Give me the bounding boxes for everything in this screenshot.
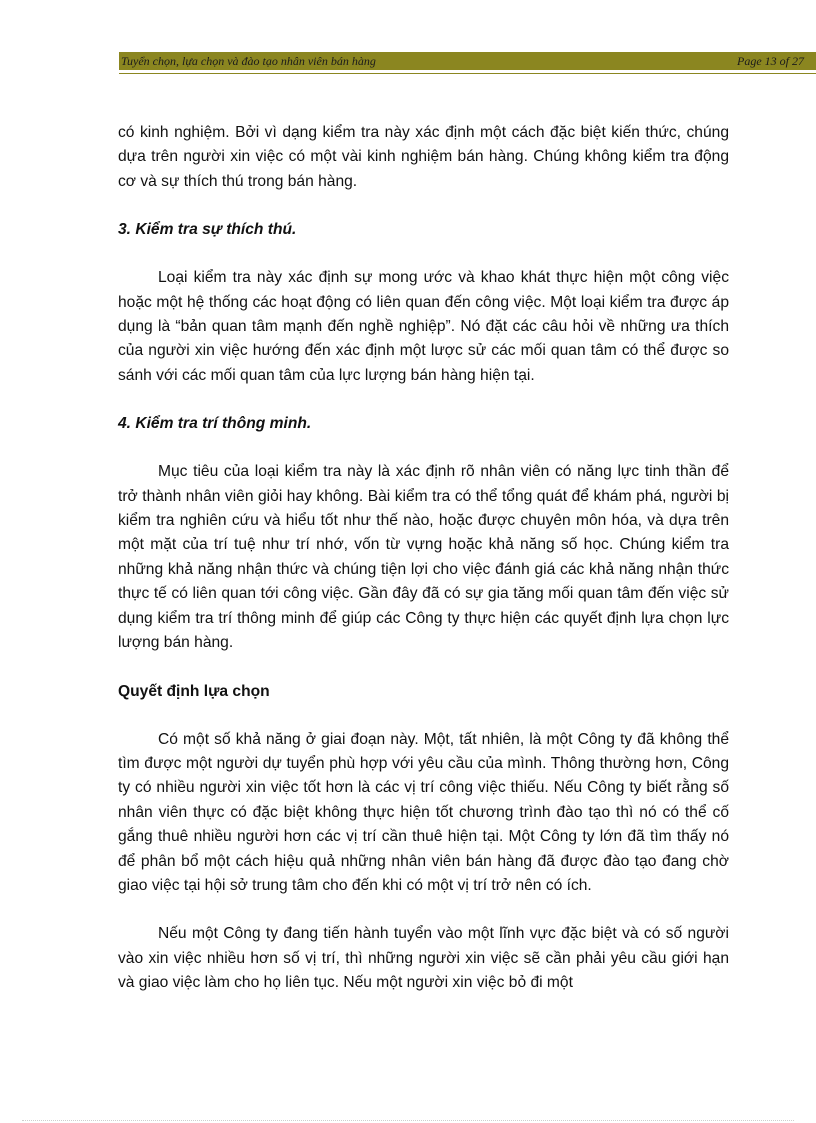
heading-interest-test: 3. Kiểm tra sự thích thú. — [118, 221, 297, 239]
paragraph-interest-test: Loại kiểm tra này xác định sự mong ước và khao khát thực hiện một công việc hoặc một hệ thống các hoạt động có liên quan đến công việc. Một loại kiểm tra được áp dụng là “bản quan tâm mạnh đến nghề nghiệp”. Nó đặt các câu hỏi về những ưa thích của người xin việc hướng đến xác định một lược sử các mối quan tâm có thể được so sánh với các mối quan tâm của lực lượng bán hàng hiện tại. — [118, 269, 729, 384]
header-bar — [119, 52, 816, 70]
footer-rule — [22, 1120, 794, 1121]
paragraph-intro: có kinh nghiệm. Bởi vì dạng kiểm tra này xác định một cách đặc biệt kiến thức, chúng dựa trên người xin việc có một vài kinh nghiệm bán hàng. Chúng không kiểm tra động cơ và sự thích thú trong bán hàng. — [118, 124, 729, 190]
paragraph-intelligence-test: Mục tiêu của loại kiểm tra này là xác định rõ nhân viên có năng lực tinh thần để trở thành nhân viên giỏi hay không. Bài kiểm tra có thể tổng quát để khám phá, người bị kiểm tra nghiên cứu và hiểu tốt như thế nào, hoặc được chuyên môn hóa, và dựa trên một mặt của trí tuệ như trí nhớ, vốn từ vựng hoặc khả năng số học. Chúng kiểm tra những khả năng nhận thức và chúng tiện lợi cho việc đánh giá các khả năng nhận thức thực tế có liên quan tới công việc. Gần đây đã có sự gia tăng mối quan tâm đến việc sử dụng kiểm tra trí thông minh để giúp các Công ty thực hiện các quyết định lựa chọn lực lượng bán hàng. — [118, 463, 729, 652]
page-number: Page 13 of 27 — [737, 54, 804, 68]
paragraph-selection-decision-2: Nếu một Công ty đang tiến hành tuyển vào một lĩnh vực đặc biệt và có số người vào xin việc nhiều hơn số vị trí, thì những người xin việc sẽ cần phải yêu cầu giới hạn và giao việc làm cho họ liên tục. Nếu một người xin việc bỏ đi một — [118, 925, 729, 992]
heading-selection-decision: Quyết định lựa chọn — [118, 682, 270, 700]
header-rule — [119, 73, 816, 74]
paragraph-selection-decision-1: Có một số khả năng ở giai đoạn này. Một, tất nhiên, là một Công ty đã không thể tìm được một người dự tuyển phù hợp với yêu cầu của mình. Thông thường hơn, Công ty có nhiều người xin việc tốt hơn là các vị trí công việc thiếu. Nếu Công ty biết rằng số nhân viên thực có đặc biệt không thực hiện tốt chương trình đào tạo thì nó có thể cố gắng thuê nhiều người hơn các vị trí cần thuê hiện tại. Một Công ty lớn đã tìm thấy nó để phân bổ một cách hiệu quả những nhân viên bán hàng đã được đào tạo đang chờ giao việc tại hội sở trung tâm cho đến khi có một vị trí trở nên có ích. — [118, 730, 729, 894]
document-body — [118, 121, 729, 996]
heading-intelligence-test: 4. Kiểm tra trí thông minh. — [118, 415, 312, 433]
header-title: Tuyển chọn, lựa chọn và đào tạo nhân viên bán hàng — [121, 54, 376, 68]
